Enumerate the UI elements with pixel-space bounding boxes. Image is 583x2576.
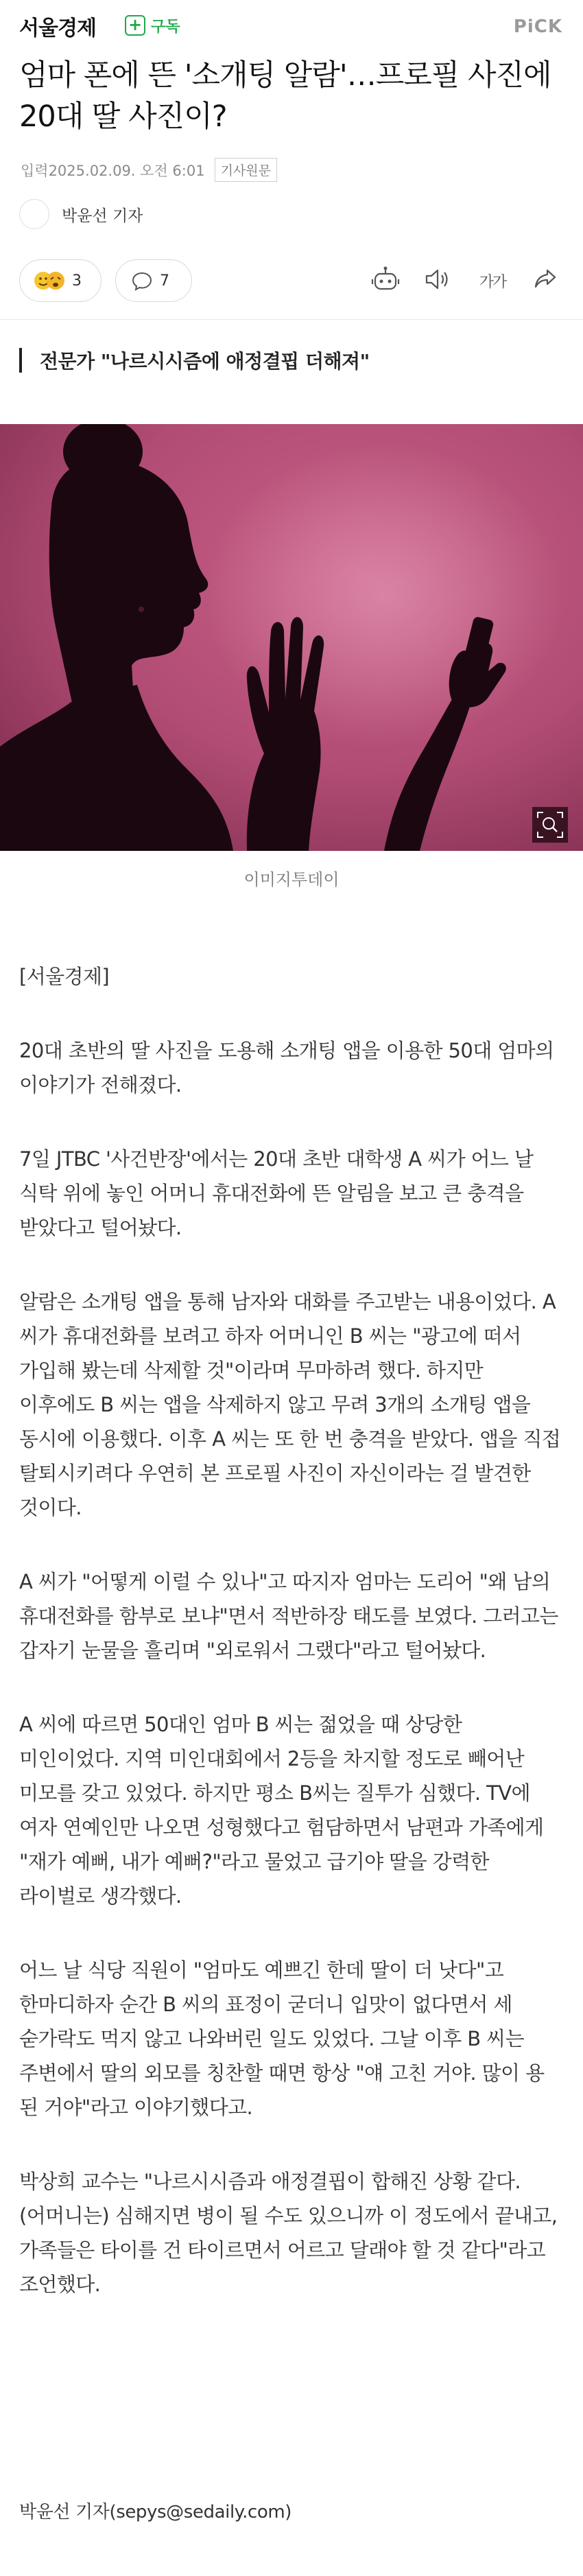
- subheading-text: 전문가 "나르시시즘에 애정결핍 더해져": [40, 350, 370, 373]
- summary-bot-button[interactable]: [368, 266, 403, 295]
- reaction-emoji-icon: [32, 267, 68, 294]
- plus-icon: +: [125, 15, 145, 36]
- reaction-button[interactable]: [19, 259, 102, 302]
- pick-logo: PiCK: [513, 16, 562, 37]
- article-body: [19, 959, 564, 2341]
- article-header: [0, 0, 583, 55]
- subheading-bar: [19, 348, 22, 373]
- press-logo[interactable]: 서울경제: [19, 16, 96, 40]
- font-size-button[interactable]: [475, 266, 510, 295]
- woman-silhouette-photo: [0, 424, 583, 851]
- avatar: [19, 199, 49, 229]
- article-title: 엄마 폰에 뜬 '소개팅 알람'…프로필 사진에 20대 딸 사진이?: [19, 58, 551, 134]
- subscribe-button[interactable]: [125, 15, 180, 36]
- reporter-name: 박윤선 기자: [62, 207, 143, 225]
- comment-button[interactable]: [115, 259, 192, 302]
- paragraph: 7일 JTBC '사건반장'에서는 20대 초반 대학생 A 씨가 어느 날 식탁 위에 놓인 어머니 휴대전화에 뜬 알림을 보고 큰 충격을 받았다고 털어놨다.: [19, 1147, 534, 1239]
- comment-icon: [131, 270, 153, 292]
- article-date-row: [21, 158, 277, 182]
- article-subheading: [19, 347, 370, 374]
- original-article-button[interactable]: 기사원문: [215, 158, 277, 182]
- paragraph: 박상희 교수는 "나르시시즘과 애정결핍이 합해진 상황 같다. (어머니는) 심해지면 병이 될 수도 있으니까 이 정도에서 끝내고, 가족들은 타이를 건 타이르면서 어르고 달래야 할 것 같다"라고 조언했다.: [19, 2170, 558, 2296]
- article-toolbar: [19, 259, 564, 307]
- reaction-count: 3: [72, 272, 82, 290]
- divider: [0, 319, 583, 320]
- paragraph: 알람은 소개팅 앱을 통해 남자와 대화를 주고받는 내용이었다. A 씨가 휴대전화를 보려고 하자 어머니인 B 씨는 "광고에 떠서 가입해 봤는데 삭제할 것"이라며 무마하려 했다. 하지만 이후에도 B 씨는 앱을 삭제하지 않고 무려 3개의 소개팅 앱을 동시에 이용했다. 이후 A 씨는 또 한 번 충격을 받았다. 앱을 직접 탈퇴시키려다 우연히 본 프로필 사진이 자신이라는 걸 발견한 것이다.: [19, 1290, 561, 1519]
- summary-bot-icon: [370, 266, 401, 296]
- article-byline: 박윤선 기자(sepys@sedaily.com): [19, 2502, 292, 2522]
- image-caption: 이미지투데이: [243, 870, 340, 889]
- share-icon: [532, 267, 558, 294]
- paragraph: 20대 초반의 딸 사진을 도용해 소개팅 앱을 이용한 50대 엄마의 이야기가 전해졌다.: [19, 1039, 554, 1097]
- article-image[interactable]: [0, 424, 583, 851]
- article-date: 입력2025.02.09. 오전 6:01: [21, 162, 205, 179]
- paragraph: A 씨에 따르면 50대인 엄마 B 씨는 젊었을 때 상당한 미인이었다. 지역 미인대회에서 2등을 차지할 정도로 빼어난 미모를 갖고 있었다. 하지만 평소 B씨는 질투가 심했다. TV에 여자 연예인만 나오면 성형했다고 험담하면서 남편과 가족에게 "재가 예뻐, 내가 예뻐?"라고 물었고 급기야 딸을 강력한 라이벌로 생각했다.: [19, 1713, 544, 1908]
- paragraph: 어느 날 식당 직원이 "엄마도 예쁘긴 한데 딸이 더 낫다"고 한마디하자 순간 B 씨의 표정이 굳더니 입맛이 없다면서 세 숟가락도 먹지 않고 나와버린 일도 있었다. 그날 이후 B 씨는 주변에서 딸의 외모를 칭찬할 때면 항상 "얘 고친 거야. 많이 용 된 거야"라고 이야기했다고.: [19, 1958, 545, 2119]
- paragraph: A 씨가 "어떻게 이럴 수 있나"고 따지자 엄마는 도리어 "왜 남의 휴대전화를 함부로 보냐"면서 적반하장 태도를 보였다. 그러고는 갑자기 눈물을 흘리며 "외로워서 그랬다"라고 털어놨다.: [19, 1570, 558, 1662]
- read-aloud-button[interactable]: [420, 266, 454, 295]
- subscribe-label: 구독: [151, 18, 180, 36]
- reporter-row[interactable]: [19, 199, 143, 229]
- zoom-icon[interactable]: [532, 807, 568, 843]
- comment-count: 7: [160, 272, 169, 290]
- font-size-label: 가가: [479, 273, 506, 291]
- share-button[interactable]: [528, 266, 562, 295]
- speaker-icon: [423, 267, 451, 294]
- paragraph: [서울경제]: [19, 965, 110, 988]
